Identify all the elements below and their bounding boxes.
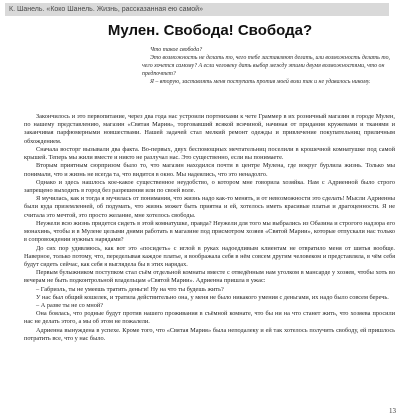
paragraph: Я мучилась, как и тогда я мучилась от понимания, что жизнь надо как-то менять, и от невозможности это сделать! Мысли Адриенны были куда приземленней, об подумать, что жизнь может быть приятна и ей, хотелось иметь красивые платья и драгоценности. Я не считала это мечтой, это просто желание, мне хотелось свободы. xyxy=(24,195,395,219)
paragraph: – А разве ты не со мной? xyxy=(36,302,104,310)
paragraph: У нас был общий кошелек, и тратила действительно она, у меня не было никакого умения с деньгами, их надо было совсем беречь. xyxy=(36,293,389,301)
paragraph: Закончилось и это первопитание, через два года нас устроили портнихами к чете Граммер в их розничный магазин в городе Мулен, по нашему представлению, магазин «Святая Мария», торговавший всякой всячиной, начиная от придания кружевами и тканями и заканчивая парфюмерными новшествами. Нашей задачей стал мелкий ремонт одежды и привлечение покупательниц приличным обхождением. xyxy=(24,113,395,145)
epigraph-line: Я – вторую, заставлять меня поступать против моей воли так и не удавалось никому. xyxy=(150,79,371,86)
epigraph xyxy=(142,46,398,86)
body-text xyxy=(24,113,395,343)
epigraph-line: Что такое свобода? xyxy=(150,47,203,53)
paragraph: – Габриэль, ты не умеешь тратить деньги! Ну на что ты будешь жить? xyxy=(36,285,224,293)
paragraph: Вторым приятным сюрпризом было то, что магазин находился почти в центре Мулена, где вокруг бурлила жизнь. Только мы понимали, что и жизнь не всегда та, что видится в окно. Мы надеялись, что это ненадолго. xyxy=(24,162,395,178)
paragraph: Адриенна вынуждена в успехе. Кроме того, что «Святая Мария» была неподалеку и ей так хотелось получить свободу, ей пришлось потратить все, что у нас было. xyxy=(24,326,395,342)
paragraph: Однако и здесь нашлось кое-какое существенное неудобство, о котором мне говорила хозяйка. Нам с Адриенной было строго запрещено выходить в город без разрешения или по своей воле. xyxy=(24,178,395,194)
epigraph-line: Это возможность не делать то, чего тебе заставляют делать, или возможность делать то, чего хочется самому? А если человеку дать выбор между этими двумя возможностями, что он предпочтет? xyxy=(142,55,391,78)
running-header: К. Шанель. «Коко Шанель. Жизнь, рассказанная ею самой» xyxy=(5,3,389,16)
paragraph: До сих пор удивляюсь, как вот это «посидеть» с иглой в руках надоедливым клиентам не отвратило меня от шитья вообще. Наверное, только потому, что, переделывая каждое платье, я воображала себя в нём совсем другим человеком и представляла, в чём себя будут сидеть сейчас, как себя я выглядела бы в этих нарядах. xyxy=(24,244,395,268)
paragraph: Первым булыжником поступком стал съём отдельной комнаты вместе с отведённым нам уголком в мансарде у хозяев, чтобы хоть во вечерам не быть подконтрольной владельцам «Святой Марии». Адриенна пришла в ужас: xyxy=(24,269,395,285)
page-number: 13 xyxy=(389,407,396,415)
paragraph: Сначала восторг вызывали два факта. Во-первых, двух беспомощных мечтательниц поселили в крошечной комнатушке под самой крышей. Теперь мы жили вместе и никто не разлучал нас. Это существенно, если вы понимаете. xyxy=(24,145,395,162)
paragraph: Она боялась, что родные будут против нашего проживания в съёмной комнате, что бы ни на что станет жить, что хозяева просили нас не делать этого, а мы об этом не пожалели. xyxy=(24,310,395,326)
paragraph: Неужели всю жизнь придется сидеть в этой комнатушке, правда? Неужели для того мы выбрались из Обазина и строгого надзора его монахинь, чтобы и в Мулене целыми днями работать в магазине под присмотром хозяев «Святой Марии», которые отпускали нас только в сопровождении нужных нарядами? xyxy=(24,219,395,244)
chapter-title: Мулен. Свобода! Свобода? xyxy=(107,22,313,39)
